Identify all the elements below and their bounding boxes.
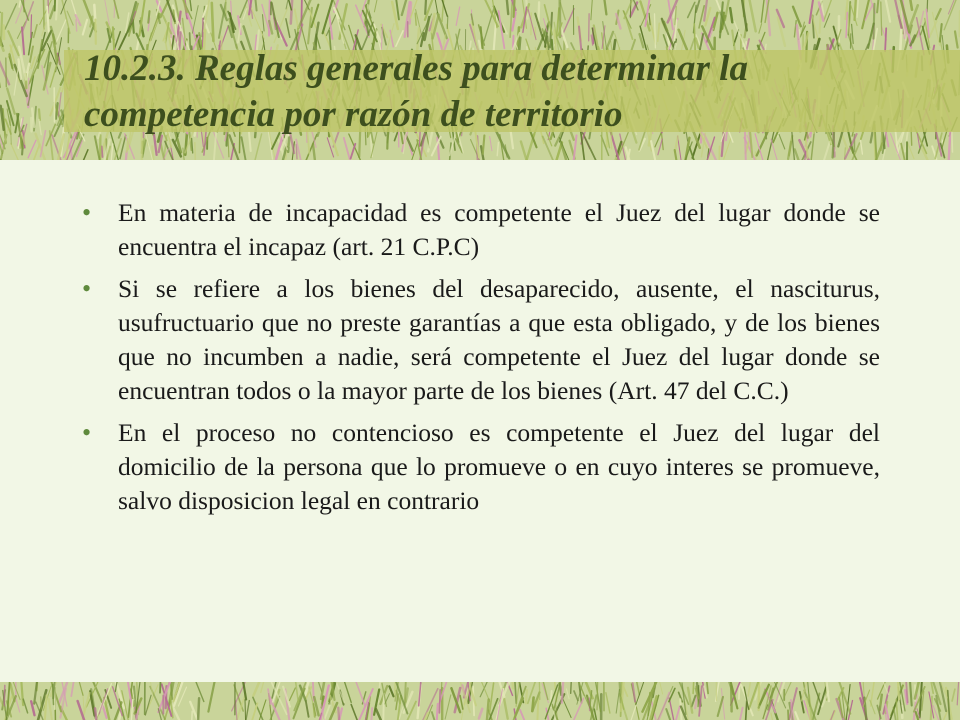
bullet-dot-icon: • bbox=[82, 418, 92, 447]
bullet-text: Si se refiere a los bienes del desaparecido, ausente, el nasciturus, usufructuario que no preste garantías a que esta obligado, y de los bienes que no incumben a nadie, será competente el Juez del lugar donde se encuentran todos o la mayor parte de los bienes (Art. 47 del C.C.) bbox=[118, 274, 880, 405]
slide-title bbox=[84, 46, 944, 138]
grass-texture-bottom-graphic bbox=[0, 682, 960, 720]
bullet-dot-icon: • bbox=[82, 198, 92, 227]
bullet-item bbox=[80, 416, 880, 518]
bullet-item bbox=[80, 196, 880, 264]
slide-title-line-2: competencia por razón de territorio bbox=[84, 94, 623, 135]
grass-texture-footer bbox=[0, 682, 960, 720]
slide-title-line-1: 10.2.3. Reglas generales para determinar la bbox=[84, 48, 748, 89]
bullet-list bbox=[80, 196, 880, 518]
bullet-text: En el proceso no contencioso es competente el Juez del lugar del domicilio de la persona que lo promueve o en cuyo interes se promueve, salvo disposicion legal en contrario bbox=[118, 418, 880, 515]
slide-content bbox=[80, 196, 880, 526]
bullet-text: En materia de incapacidad es competente el Juez del lugar donde se encuentra el incapaz (art. 21 C.P.C) bbox=[118, 198, 880, 261]
bullet-item bbox=[80, 272, 880, 408]
bullet-dot-icon: • bbox=[82, 274, 92, 303]
